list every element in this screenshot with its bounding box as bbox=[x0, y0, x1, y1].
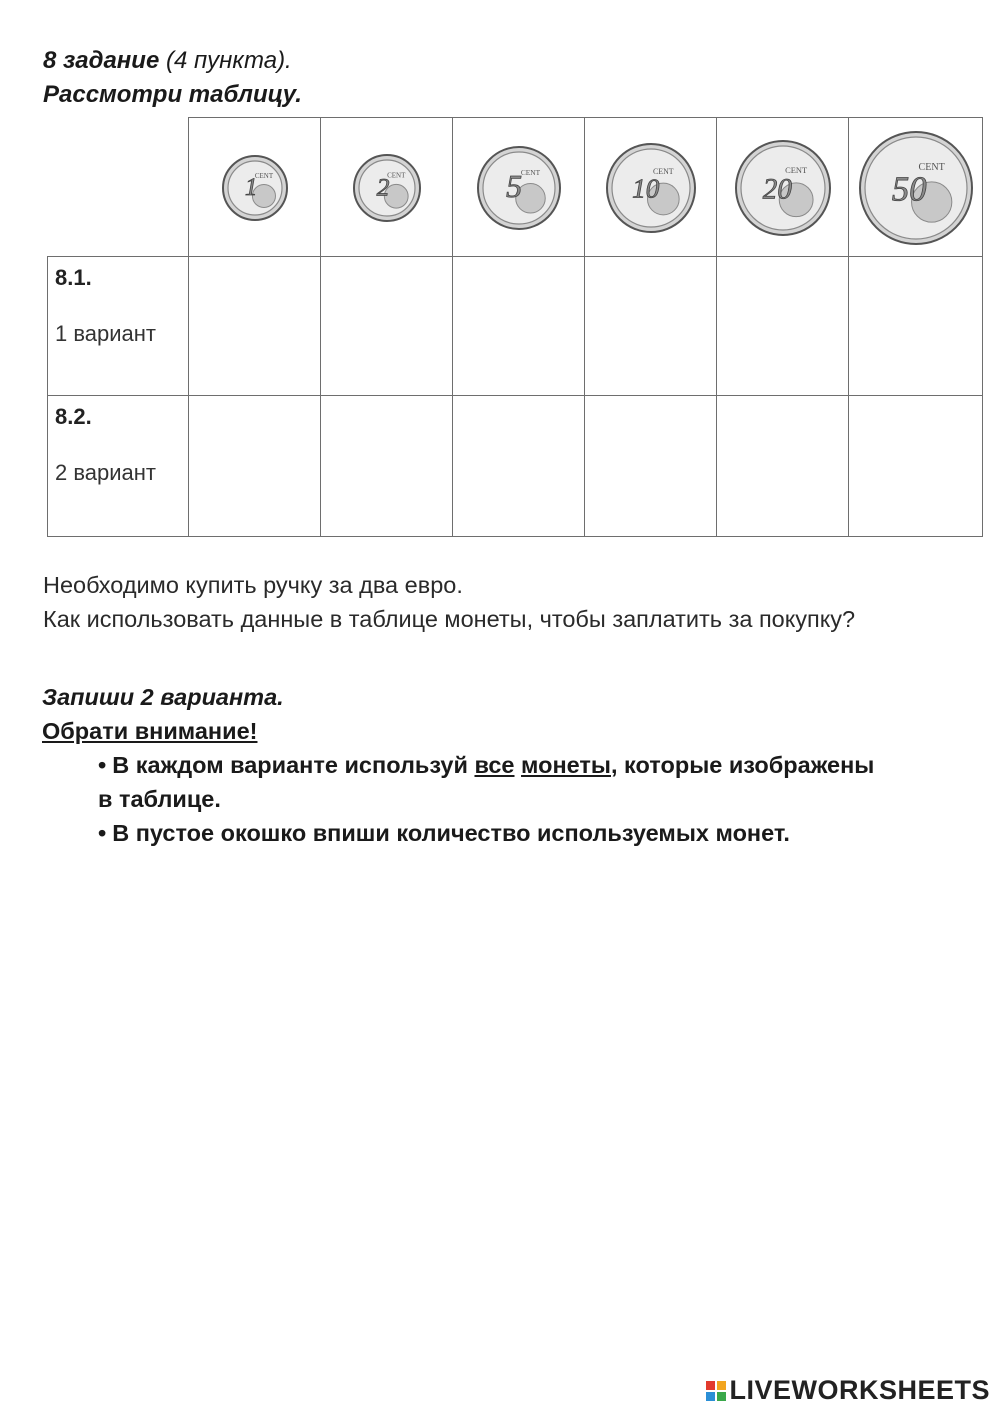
coin-cell-5 bbox=[716, 117, 850, 258]
answer-8-2-coin-10[interactable] bbox=[584, 395, 718, 537]
task-label: 8 задание bbox=[43, 47, 160, 74]
rule-1-continuation: в таблице. bbox=[98, 786, 221, 812]
question-text bbox=[43, 568, 855, 636]
question-line-2: Как использовать данные в таблице монеты, чтобы заплатить за покупку? bbox=[43, 606, 856, 632]
rule-2-text: В пустое окошко впиши количество используемых монет. bbox=[112, 820, 790, 846]
svg-text:20: 20 bbox=[762, 172, 792, 205]
question-line-1: Необходимо купить ручку за два евро. bbox=[43, 572, 463, 598]
bullet-icon: • bbox=[98, 752, 107, 778]
rule-1-pre: В каждом варианте используй bbox=[112, 752, 475, 778]
svg-text:2: 2 bbox=[376, 171, 390, 201]
liveworksheets-logo-icon bbox=[706, 1381, 726, 1401]
answer-8-1-coin-1[interactable] bbox=[188, 256, 322, 397]
coin-50-cent-icon bbox=[857, 129, 975, 247]
answer-8-1-coin-20[interactable] bbox=[716, 256, 850, 397]
svg-text:CENT: CENT bbox=[254, 171, 274, 180]
coin-10-cent-icon bbox=[604, 141, 698, 235]
rule-1-underline-all: все bbox=[474, 752, 515, 778]
coin-cell-3 bbox=[452, 117, 586, 258]
task-title bbox=[43, 44, 302, 78]
row-number: 8.1. bbox=[55, 265, 92, 290]
coin-5-cent-icon bbox=[475, 144, 563, 232]
svg-text:1: 1 bbox=[244, 173, 258, 201]
rule-1-underline-coins: монеты bbox=[521, 752, 611, 778]
brand-name: LIVEWORKSHEETS bbox=[729, 1375, 990, 1405]
row-label-8-1 bbox=[47, 256, 190, 397]
svg-text:CENT: CENT bbox=[918, 161, 945, 173]
svg-text:10: 10 bbox=[632, 173, 660, 204]
coin-table bbox=[47, 117, 983, 537]
answer-8-2-coin-50[interactable] bbox=[848, 395, 983, 537]
answer-8-2-coin-20[interactable] bbox=[716, 395, 850, 537]
coin-cell-1 bbox=[188, 117, 322, 258]
instructions bbox=[42, 680, 874, 850]
answer-8-1-coin-5[interactable] bbox=[452, 256, 586, 397]
svg-text:CENT: CENT bbox=[785, 164, 808, 175]
answer-8-1-coin-10[interactable] bbox=[584, 256, 718, 397]
answer-8-2-coin-1[interactable] bbox=[188, 395, 322, 537]
rules-list bbox=[42, 748, 874, 850]
rule-item-1 bbox=[98, 748, 874, 816]
answer-8-1-coin-2[interactable] bbox=[320, 256, 454, 397]
coin-cell-6 bbox=[848, 117, 983, 258]
task-points: (4 пункта). bbox=[165, 47, 292, 74]
coin-cell-2 bbox=[320, 117, 454, 258]
rule-item-2 bbox=[98, 816, 874, 850]
svg-text:CENT: CENT bbox=[652, 166, 674, 176]
answer-8-2-coin-2[interactable] bbox=[320, 395, 454, 537]
liveworksheets-brand bbox=[706, 1375, 990, 1406]
task-header bbox=[43, 44, 302, 112]
task-subtitle: Рассмотри таблицу. bbox=[43, 81, 302, 108]
write-instruction: Запиши 2 варианта. bbox=[42, 684, 284, 710]
coin-20-cent-icon bbox=[733, 138, 833, 238]
row-number: 8.2. bbox=[55, 404, 92, 429]
attention-heading: Обрати внимание! bbox=[42, 718, 258, 744]
coin-cell-4 bbox=[584, 117, 718, 258]
row-variant: 1 вариант bbox=[55, 321, 157, 346]
svg-text:CENT: CENT bbox=[520, 167, 541, 177]
coin-1-cent-icon bbox=[220, 153, 290, 223]
svg-text:5: 5 bbox=[506, 168, 523, 204]
row-label-8-2 bbox=[47, 395, 190, 537]
svg-text:CENT: CENT bbox=[387, 170, 406, 179]
svg-text:50: 50 bbox=[891, 168, 927, 208]
coin-2-cent-icon bbox=[351, 152, 423, 224]
row-variant: 2 вариант bbox=[55, 460, 157, 485]
answer-8-1-coin-50[interactable] bbox=[848, 256, 983, 397]
bullet-icon: • bbox=[98, 820, 107, 846]
answer-8-2-coin-5[interactable] bbox=[452, 395, 586, 537]
rule-1-post: , которые изображены bbox=[611, 752, 875, 778]
